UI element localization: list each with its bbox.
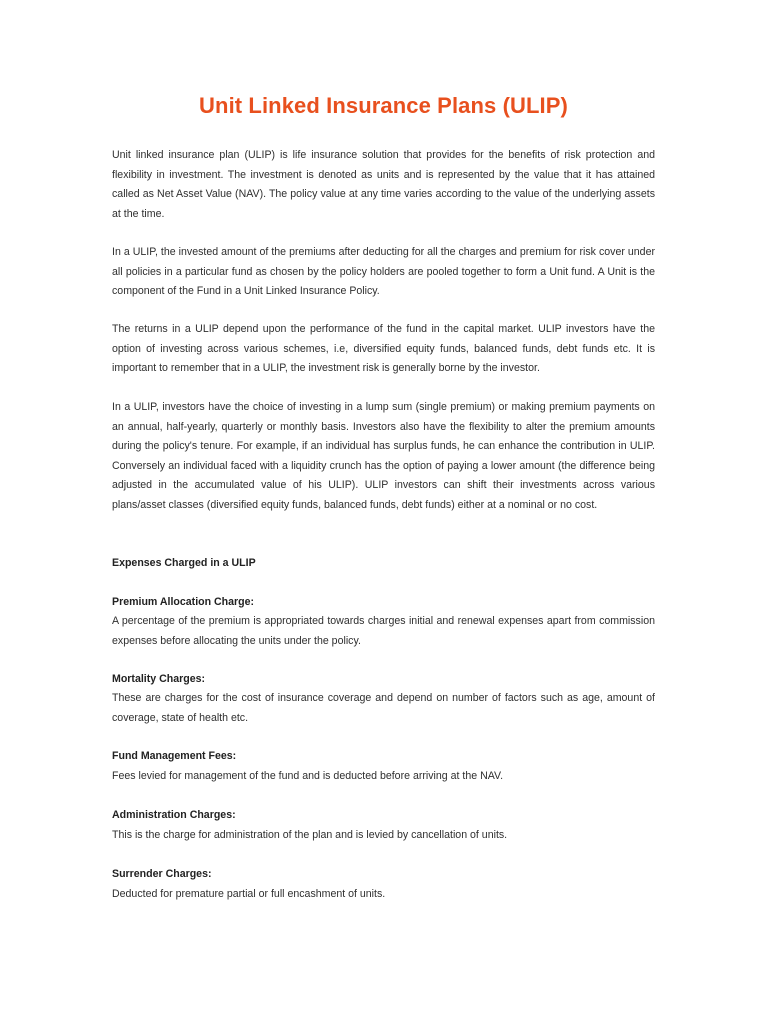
paragraph-premium-options: In a ULIP, investors have the choice of investing in a lump sum (single premium) or making premium payments on an annual, half-yearly, quarterly or monthly basis. Investors also have the flexibility to alter the premium amounts during the policy's tenure. For example, if an individual has surplus funds, he can enhance the contribution in ULIP. Conversely an individual faced with a liquidity crunch has the option of paying a lower amount (the difference being adjusted in the accumulated value of his ULIP). ULIP investors can shift their investments across various plans/asset classes (diversified equity funds, balanced funds, debt funds) either at a nominal or no cost. <box>112 401 655 511</box>
charge-heading-surrender: Surrender Charges: <box>112 868 212 880</box>
document-page <box>112 0 655 900</box>
charge-text-mortality: These are charges for the cost of insurance coverage and depend on number of factors such as age, amount of coverage, state of health etc. <box>112 692 655 724</box>
charge-text-fund-management: Fees levied for management of the fund and is deducted before arriving at the NAV. <box>112 770 504 782</box>
charge-heading-fund-management: Fund Management Fees: <box>112 750 237 762</box>
paragraph-returns: The returns in a ULIP depend upon the performance of the fund in the capital market. ULIP investors have the option of investing across various schemes, i.e, diversified equity funds, balanced funds, debt funds etc. It is important to remember that in a ULIP, the investment risk is generally borne by the investor. <box>112 323 655 374</box>
paragraph-unit-fund: In a ULIP, the invested amount of the premiums after deducting for all the charges and premium for risk cover under all policies in a particular fund as chosen by the policy holders are pooled together to form a Unit fund. A Unit is the component of the Fund in a Unit Linked Insurance Policy. <box>112 246 655 297</box>
charge-text-administration: This is the charge for administration of the plan and is levied by cancellation of units. <box>112 829 508 841</box>
charge-heading-administration: Administration Charges: <box>112 809 236 821</box>
expenses-heading: Expenses Charged in a ULIP <box>112 557 256 569</box>
page-title: Unit Linked Insurance Plans (ULIP) <box>199 93 568 118</box>
charge-text-surrender: Deducted for premature partial or full encashment of units. <box>112 888 386 900</box>
charge-text-premium-allocation: A percentage of the premium is appropriated towards charges initial and renewal expenses apart from commission expenses before allocating the units under the policy. <box>112 615 655 647</box>
paragraph-intro: Unit linked insurance plan (ULIP) is life insurance solution that provides for the benefits of risk protection and flexibility in investment. The investment is denoted as units and is represented by the value that it has attained called as Net Asset Value (NAV). The policy value at any time varies according to the value of the underlying assets at the time. <box>112 149 655 220</box>
charge-heading-premium-allocation: Premium Allocation Charge: <box>112 596 255 608</box>
charge-heading-mortality: Mortality Charges: <box>112 673 206 685</box>
